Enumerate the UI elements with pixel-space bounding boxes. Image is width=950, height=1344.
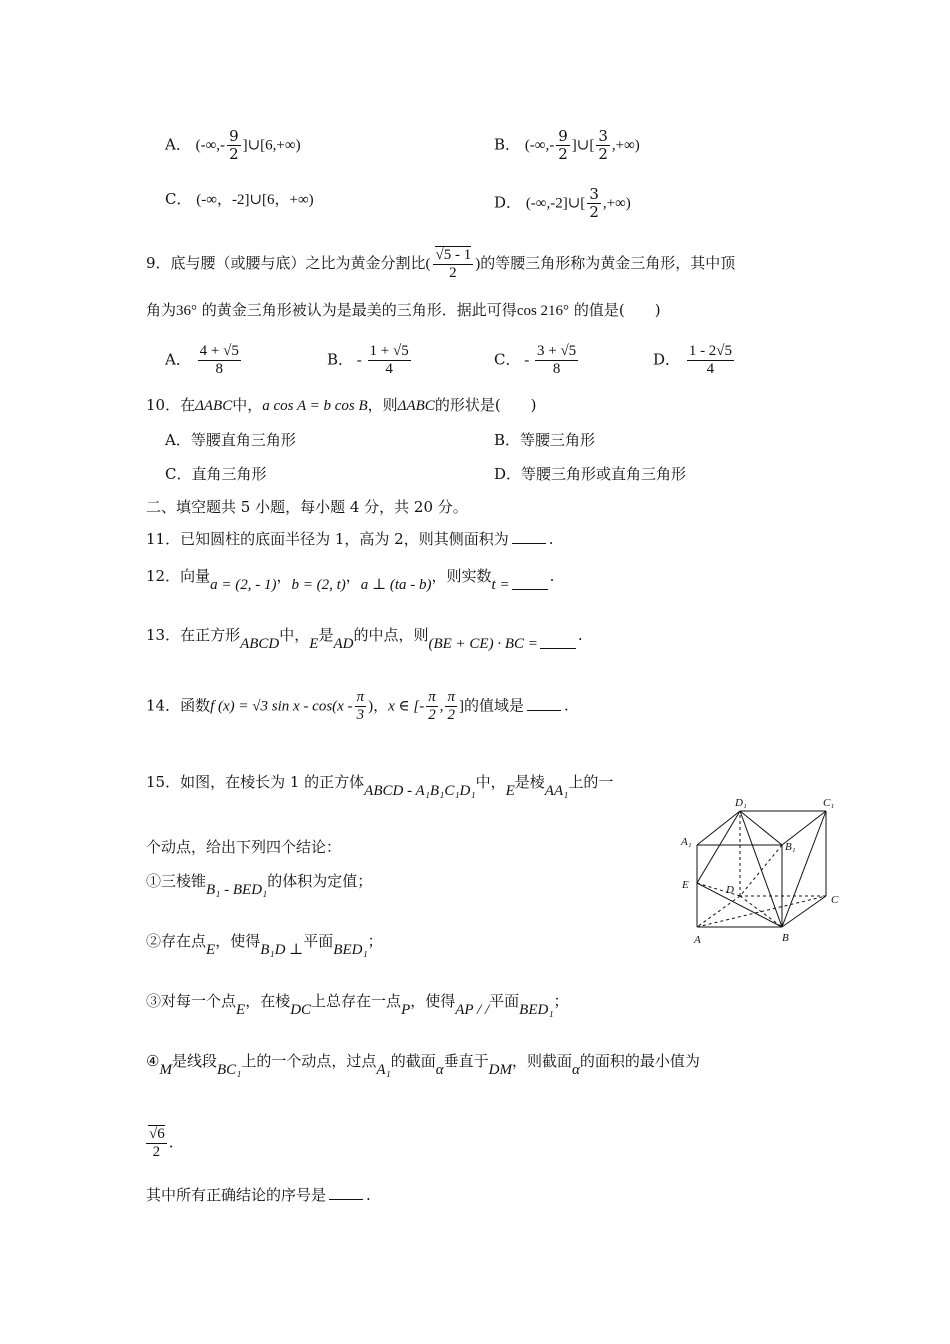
segment-ed1 (697, 811, 740, 883)
q10-stem: 10．在ΔABC中，a cos A = b cos B，则ΔABC的形状是( ) (146, 396, 537, 414)
cube-figure (676, 792, 856, 952)
segment-db (740, 896, 782, 927)
segment-b1d (740, 845, 782, 896)
q15-statement-1: ①三棱锥B₁ - BED₁的体积为定值； (146, 872, 373, 898)
label-b1: B₁ (785, 841, 796, 853)
q12: 12．向量a = (2, - 1)，b = (2, t)，a ⊥ (ta - b)，则实数t = . (146, 567, 555, 593)
label-a1: A₁ (681, 836, 692, 848)
label-a: A (694, 934, 701, 946)
edge-d1a1 (697, 811, 740, 845)
q15-statement-3: ③对每一个点E，在棱DC上总存在一点P，使得AP / /平面BED₁； (146, 992, 569, 1018)
q8-option-b: B． (-∞,- $\frac{9}{2}$ ]∪[ $\frac{3}{2}$ ,+∞) (494, 127, 640, 163)
q14: 14．函数f (x) = √3 sin x - cos(x - $\frac{\pi}{3}$ )，x ∈ [- $\frac{\pi}{2}$ , $\frac{\pi}{2}$ ]的值域是 . (146, 689, 569, 723)
q11: 11．已知圆柱的底面半径为 1，高为 2，则其侧面积为 . (146, 530, 554, 548)
q10-option-a: A．等腰直角三角形 (165, 431, 296, 449)
q15-statement-2: ②存在点E，使得B₁D ⊥平面BED₁； (146, 932, 383, 958)
q9-stem-line2: 角为36° 的黄金三角形被认为是最美的三角形．据此可得cos 216° 的值是( ) (146, 301, 661, 319)
q15-final: 其中所有正确结论的序号是 . (146, 1186, 371, 1204)
q8-option-c: C． (-∞，-2]∪[6，+∞) (165, 190, 314, 208)
q15-stem: 15．如图，在棱长为 1 的正方体ABCD - A₁B₁C₁D₁中，E是棱AA₁上的一 (146, 773, 614, 799)
label-b: B (782, 932, 789, 944)
q8-option-d: D． (-∞,-2]∪[ $\frac{3}{2}$ ,+∞) (494, 185, 631, 221)
q13: 13．在正方形ABCD中，E是AD的中点，则(BE + CE) · BC = . (146, 626, 583, 652)
q9-option-d: D． $\frac{1 - 2√5}{4}$ (653, 343, 733, 377)
edge-da (697, 896, 740, 927)
edge-bc (782, 896, 826, 927)
q15-min-value: $\frac{√6}{2}$ . (146, 1126, 174, 1161)
section-heading: 二、填空题共 5 小题，每小题 4 分，共 20 分。 (146, 498, 468, 516)
q9-option-c: C． - $\frac{3 + √5}{8}$ (494, 343, 577, 377)
label-c1: C₁ (823, 797, 835, 809)
label-d: D (726, 884, 734, 896)
label-d1: D₁ (735, 797, 747, 809)
q15-stem-line2: 个动点，给出下列四个结论： (146, 838, 342, 856)
label-e: E (682, 879, 689, 891)
q9-option-a: A． $\frac{4 + √5}{8}$ (165, 343, 239, 377)
q9-stem: 9．底与腰（或腰与底）之比为黄金分割比( $\frac{√5 - 1}{2}$ )的等腰三角形称为黄金三角形，其中顶 (146, 247, 736, 281)
q10-option-c: C．直角三角形 (165, 465, 267, 483)
label-c: C (831, 894, 839, 906)
q8-option-a: A． (-∞,- $\frac{9}{2}$ ]∪[6,+∞) (165, 127, 301, 163)
segment-ac (697, 896, 826, 927)
q10-option-d: D．等腰三角形或直角三角形 (494, 465, 687, 483)
q9-option-b: B． - $\frac{1 + √5}{4}$ (327, 343, 409, 377)
q15-statement-4: ④M是线段BC₁上的一个动点，过点A₁的截面α垂直于DM，则截面α的面积的最小值为 (146, 1052, 700, 1078)
q10-option-b: B．等腰三角形 (494, 431, 596, 449)
